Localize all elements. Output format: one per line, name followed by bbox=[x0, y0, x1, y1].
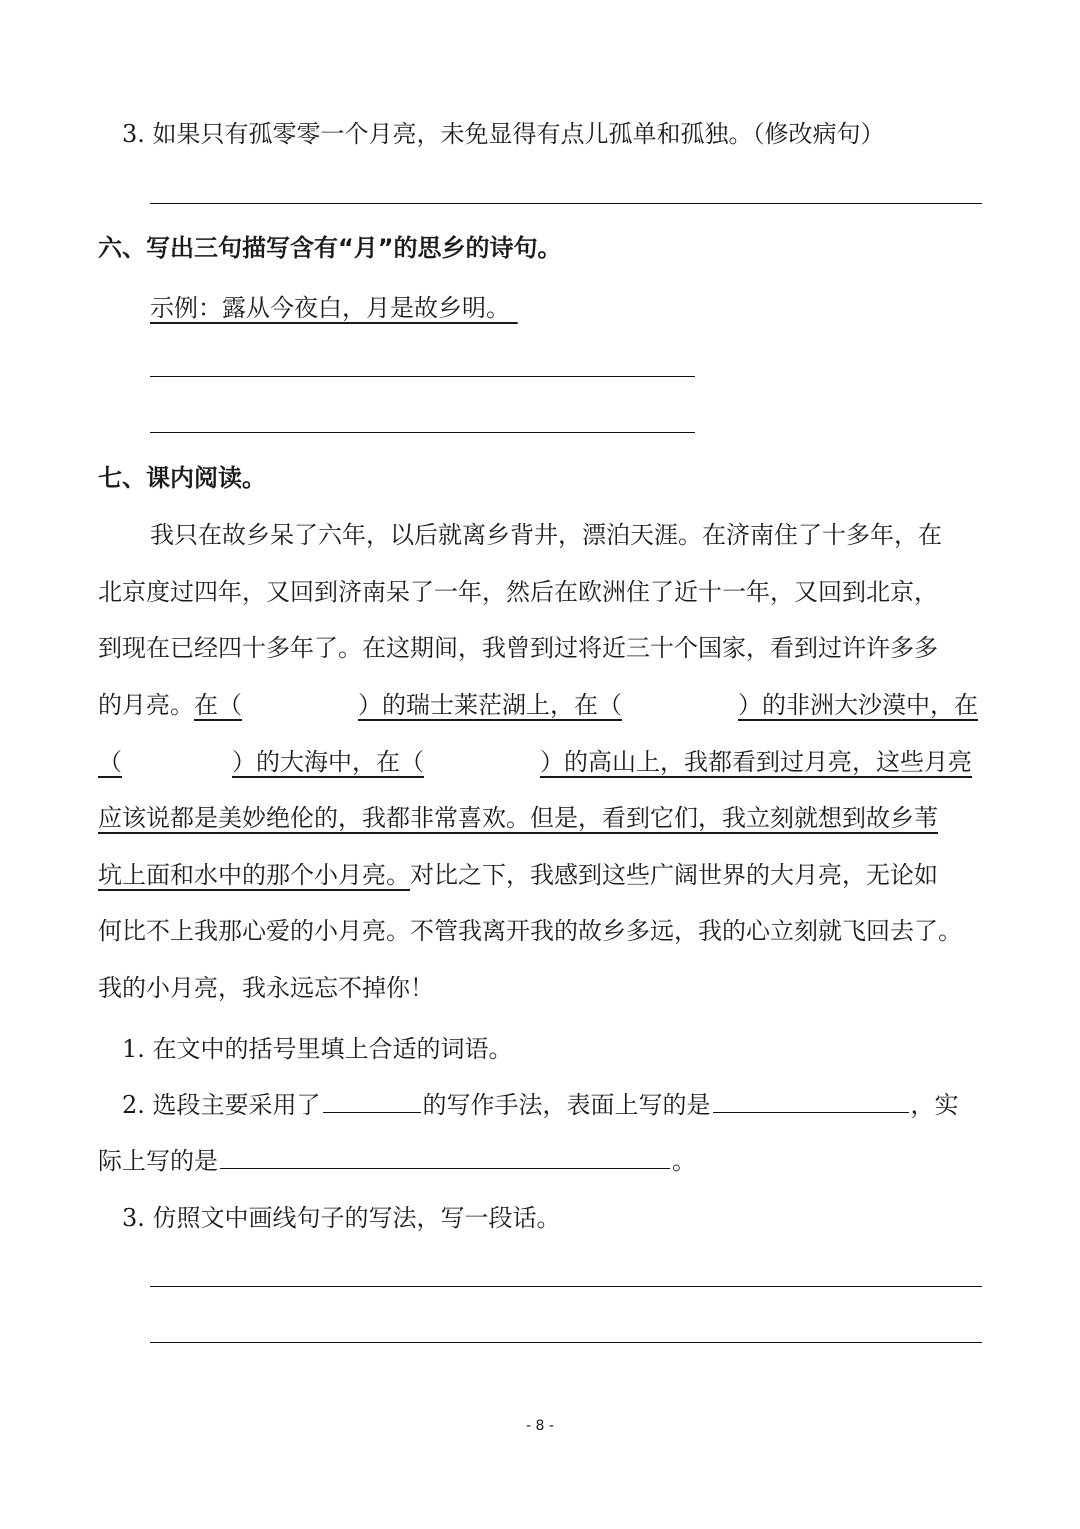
passage-line-7 bbox=[98, 859, 938, 891]
passage-line-4 bbox=[98, 689, 978, 721]
q7-3-text: 3. 仿照文中画线句子的写法，写一段话。 bbox=[122, 1204, 561, 1232]
section-7-heading: 七、课内阅读。 bbox=[98, 464, 266, 492]
example-line bbox=[150, 292, 518, 324]
answer-line[interactable] bbox=[150, 203, 982, 204]
underlined-text: 应该说都是美妙绝伦的，我都非常喜欢。但是，看到它们，我立刻就想到故乡苇 bbox=[98, 804, 938, 832]
q7-2-text: 。 bbox=[672, 1147, 696, 1175]
fill-blank[interactable] bbox=[220, 1167, 670, 1169]
fill-blank[interactable] bbox=[713, 1111, 909, 1113]
answer-line[interactable] bbox=[150, 376, 695, 377]
q7-2-text: 际上写的是 bbox=[98, 1147, 218, 1175]
q7-2-line-2 bbox=[98, 1145, 696, 1177]
underlined-text: 坑上面和水中的那个小月亮。 bbox=[98, 861, 410, 889]
page-number: - 8 - bbox=[526, 1418, 554, 1434]
q7-1-text: 1. 在文中的括号里填上合适的词语。 bbox=[122, 1035, 513, 1063]
underlined-text: （ ）的大海中，在（ ）的高山上，我都看到过月亮，这些月亮 bbox=[98, 748, 972, 776]
section-6-heading: 六、写出三句描写含有“月”的思乡的诗句。 bbox=[98, 234, 562, 262]
q5-3-text: 3. 如果只有孤零零一个月亮，未免显得有点儿孤单和孤独。（修改病句） bbox=[122, 120, 885, 148]
example-text: 示例：露从今夜白，月是故乡明。 bbox=[150, 294, 510, 322]
passage-line-6 bbox=[98, 802, 938, 834]
passage-line-8: 何比不上我那心爱的小月亮。不管我离开我的故乡多远，我的心立刻就飞回去了。 bbox=[98, 917, 962, 945]
passage-text: 的月亮。 bbox=[98, 691, 194, 719]
q7-2-text: ，实 bbox=[910, 1091, 959, 1119]
fill-blank[interactable] bbox=[323, 1111, 421, 1113]
q7-2-line-1 bbox=[122, 1089, 959, 1121]
passage-text: 对比之下，我感到这些广阔世界的大月亮，无论如 bbox=[410, 861, 938, 889]
passage-line-5 bbox=[98, 746, 972, 778]
answer-line[interactable] bbox=[150, 1286, 982, 1287]
q7-2-text: 的写作手法，表面上写的是 bbox=[422, 1091, 711, 1119]
passage-line-3: 到现在已经四十多年了。在这期间，我曾到过将近三十个国家，看到过许许多多 bbox=[98, 634, 938, 662]
passage-line-1: 我只在故乡呆了六年，以后就离乡背井，漂泊天涯。在济南住了十多年，在 bbox=[150, 521, 942, 549]
passage-line-9: 我的小月亮，我永远忘不掉你！ bbox=[98, 974, 434, 1002]
passage-line-2: 北京度过四年，又回到济南呆了一年，然后在欧洲住了近十一年，又回到北京， bbox=[98, 578, 938, 606]
answer-line[interactable] bbox=[150, 432, 695, 433]
underlined-text: 在（ ）的瑞士莱茫湖上，在（ ）的非洲大沙漠中，在 bbox=[194, 691, 978, 719]
answer-line[interactable] bbox=[150, 1342, 982, 1343]
q7-2-text: 2. 选段主要采用了 bbox=[122, 1091, 321, 1119]
